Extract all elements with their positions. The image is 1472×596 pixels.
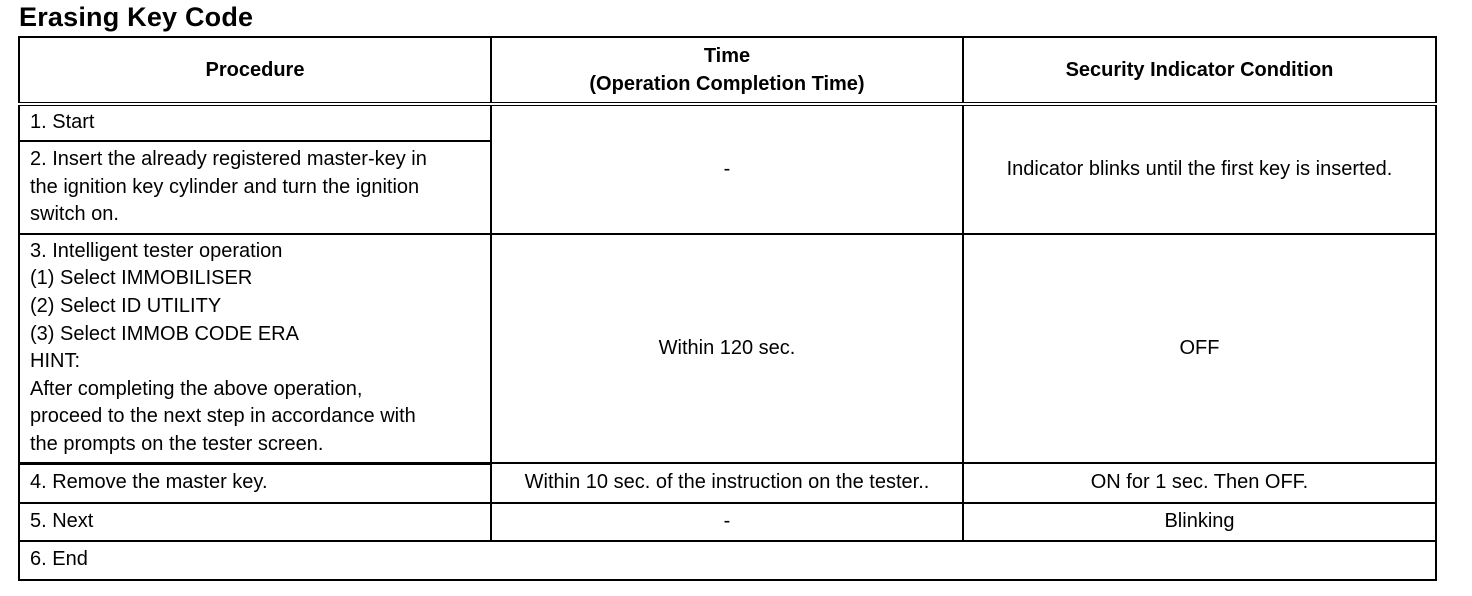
procedure-step-text: 6. End [30, 548, 88, 571]
procedure-step-text: 2. Insert the already registered master-key in [30, 148, 427, 170]
procedure-cell [19, 541, 1436, 580]
procedure-hint-text: the prompts on the tester screen. [30, 432, 324, 455]
procedure-header-label: Procedure [205, 59, 305, 81]
time-value: Within 10 sec. of the instruction on the tester.. [524, 471, 930, 494]
table-row [19, 104, 1436, 141]
procedure-cell [19, 463, 491, 503]
time-cell [491, 463, 963, 503]
procedure-cell [19, 503, 491, 541]
procedure-hint-label: HINT: [30, 350, 80, 373]
indicator-value: OFF [1179, 336, 1220, 359]
time-cell [491, 234, 963, 463]
procedure-step-text: 4. Remove the master key. [30, 471, 268, 494]
indicator-value: Indicator blinks until the first key is inserted. [1006, 157, 1393, 180]
procedure-step-text: switch on. [30, 203, 119, 226]
indicator-value: Blinking [1164, 510, 1235, 533]
procedure-step-text: 3. Intelligent tester operation [30, 239, 283, 262]
time-cell [491, 503, 963, 541]
indicator-cell [963, 104, 1436, 234]
table-header-row [19, 37, 1436, 104]
time-cell [491, 104, 963, 234]
time-value: - [723, 157, 731, 180]
table-row [19, 234, 1436, 463]
indicator-cell [963, 463, 1436, 503]
procedure-cell [19, 104, 491, 141]
time-column-header [491, 37, 963, 104]
procedure-step-text: (2) Select ID UTILITY [30, 294, 222, 317]
page-title: Erasing Key Code [19, 2, 254, 32]
procedure-step-text: (3) Select IMMOB CODE ERA [30, 322, 299, 345]
procedure-cell [19, 141, 491, 234]
indicator-header-label: Security Indicator Condition [1065, 59, 1334, 81]
procedure-hint-text: After completing the above operation, [30, 377, 363, 400]
procedure-table [18, 36, 1437, 581]
table-row [19, 503, 1436, 541]
time-header-label: Time [703, 45, 751, 67]
indicator-column-header [963, 37, 1436, 104]
time-value: Within 120 sec. [658, 336, 796, 359]
procedure-cell [19, 234, 491, 463]
procedure-hint-text: proceed to the next step in accordance with [30, 405, 416, 428]
indicator-value: ON for 1 sec. Then OFF. [1090, 471, 1309, 494]
time-header-sublabel: (Operation Completion Time) [589, 73, 865, 95]
procedure-step-text: 1. Start [30, 111, 95, 134]
procedure-column-header [19, 37, 491, 104]
procedure-step-text: 5. Next [30, 509, 94, 532]
procedure-step-text: (1) Select IMMOBILISER [30, 267, 253, 290]
table-row [19, 541, 1436, 580]
indicator-cell [963, 503, 1436, 541]
time-value: - [723, 510, 731, 533]
indicator-cell [963, 234, 1436, 463]
table-row [19, 463, 1436, 503]
procedure-step-text: the ignition key cylinder and turn the ignition [30, 175, 420, 198]
